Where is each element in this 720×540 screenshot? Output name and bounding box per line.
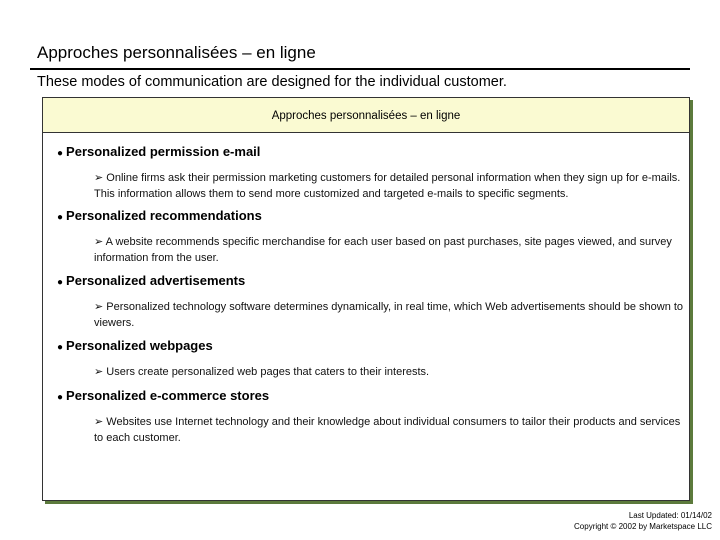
heading-text: Personalized e-commerce stores bbox=[66, 388, 270, 403]
heading-text: Personalized recommendations bbox=[66, 208, 262, 223]
arrow-icon: ➢ bbox=[94, 301, 107, 313]
last-updated: Last Updated: 01/14/02 bbox=[628, 511, 712, 520]
box-header: Approches personnalisées – en ligne bbox=[43, 98, 689, 133]
bullet-heading bbox=[57, 338, 213, 353]
heading-text: Personalized advertisements bbox=[66, 273, 246, 288]
description-text: Users create personalized web pages that caters to their interests. bbox=[106, 366, 430, 378]
copyright: Copyright © 2002 by Marketspace LLC bbox=[574, 522, 712, 531]
description-text: Websites use Internet technology and their knowledge about individual consumers to tailor their products and services to each customer. bbox=[94, 416, 681, 444]
bullet-heading bbox=[57, 273, 245, 288]
heading-text: Personalized permission e-mail bbox=[66, 144, 261, 159]
bullet-heading bbox=[57, 208, 262, 223]
arrow-icon: ➢ bbox=[94, 366, 107, 378]
bullet-icon: ● bbox=[57, 277, 64, 288]
bullet-icon: ● bbox=[57, 392, 64, 403]
content-box bbox=[42, 97, 690, 501]
heading-text: Personalized webpages bbox=[66, 338, 213, 353]
bullet-icon: ● bbox=[57, 148, 64, 159]
bullet-heading bbox=[57, 144, 260, 159]
bullet-description bbox=[94, 364, 689, 380]
description-text: Personalized technology software determines dynamically, in real time, which Web advertisements should be shown to viewers. bbox=[94, 301, 684, 329]
bullet-icon: ● bbox=[57, 342, 64, 353]
footer bbox=[574, 510, 712, 532]
bullet-description bbox=[94, 414, 689, 446]
bullet-heading bbox=[57, 388, 269, 403]
arrow-icon: ➢ bbox=[94, 172, 107, 184]
arrow-icon: ➢ bbox=[94, 236, 106, 248]
page-title: Approches personnalisées – en ligne bbox=[37, 43, 316, 62]
arrow-icon: ➢ bbox=[94, 416, 107, 428]
page-subtitle: These modes of communication are designed for the individual customer. bbox=[37, 74, 507, 90]
description-text: A website recommends specific merchandise for each user based on past purchases, site pages viewed, and survey information from the user. bbox=[94, 236, 672, 264]
bullet-description bbox=[94, 234, 689, 266]
title-divider bbox=[30, 68, 690, 70]
bullet-icon: ● bbox=[57, 212, 64, 223]
bullet-description bbox=[94, 299, 689, 331]
bullet-description bbox=[94, 170, 689, 202]
description-text: Online firms ask their permission marketing customers for detailed personal information when they sign up for e-mails. This information allows them to send more customized and targeted e-mails to specific segments. bbox=[94, 172, 681, 200]
